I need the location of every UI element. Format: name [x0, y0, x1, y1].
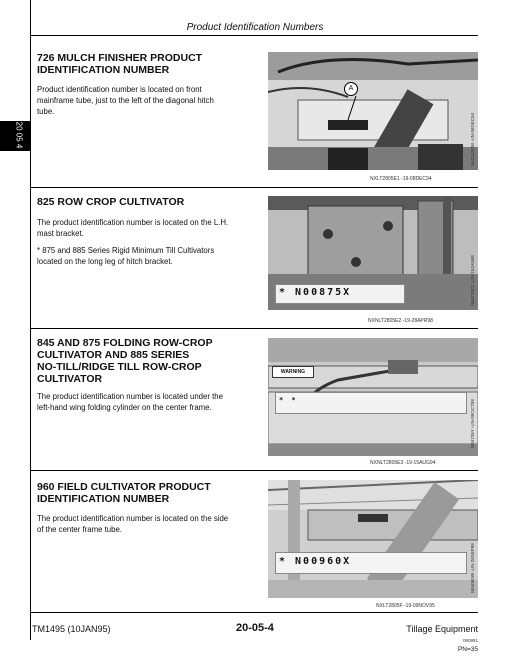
section-1-body: [37, 84, 262, 117]
section-3-title-line3: NO-TILL/RIDGE TILL ROW-CROP: [37, 361, 202, 373]
section-4-title-line1: 960 FIELD CULTIVATOR PRODUCT: [37, 481, 211, 493]
section-2-note-line2: located on the long leg of hitch bracket.: [37, 257, 173, 266]
callout-a: A: [344, 82, 358, 96]
section-4-title: [37, 481, 211, 505]
section-tab: [0, 121, 30, 151]
section-1-rule: [30, 187, 478, 188]
section-4-figure-ref: NXLT2805F -19-09NOV95: [376, 603, 435, 609]
footer-section-name: Tillage Equipment: [406, 624, 478, 634]
section-1-photo: [268, 52, 478, 170]
section-1-figure-ref: NXLT2805E1 -19-08DEC94: [370, 176, 432, 182]
footer-pn: PN=35: [457, 646, 478, 653]
section-1-title: [37, 52, 202, 76]
section-2-note-line1: * 875 and 885 Series Rigid Minimum Till Cultivators: [37, 246, 215, 255]
section-3-body: [37, 391, 262, 413]
section-4-body-line2: of the center frame tube.: [37, 525, 122, 534]
section-3-rule: [30, 470, 478, 471]
section-4-decal: * N00960X: [279, 556, 352, 567]
section-1-title-line1: 726 MULCH FINISHER PRODUCT: [37, 52, 203, 64]
warning-decal: WARNING: [272, 366, 314, 378]
section-3-decal-plate: [275, 392, 467, 414]
section-1-side-ref: N42143UM -UN-06DEC94: [470, 112, 475, 166]
section-3-body-line1: The product identification number is located under the: [37, 392, 223, 401]
section-1-body-line3: tube.: [37, 107, 55, 116]
section-2-figure-ref: NXNLT2805E2 -19-28APR98: [368, 318, 433, 324]
section-3-body-line2: left-hand wing folding cylinder on the center frame.: [37, 403, 212, 412]
section-tab-label: 20 05 4: [14, 121, 24, 149]
footer-page-number: 20-05-4: [236, 622, 274, 634]
section-3-side-ref: N84726Y -UN-08OCT88: [470, 399, 475, 448]
section-3-figure-ref: NXNLT2805E3 -19-15AUG94: [370, 460, 436, 466]
section-1-title-line2: IDENTIFICATION NUMBER: [37, 64, 170, 76]
section-4-body-line1: The product identification number is located on the side: [37, 514, 229, 523]
page-header: Product Identification Numbers: [186, 22, 324, 33]
section-1-body-line2: mainframe tube, just to the left of the diagonal hitch: [37, 96, 214, 105]
section-2-title: 825 ROW CROP CULTIVATOR: [37, 196, 185, 208]
footer-manual-id: TM1495 (10JAN95): [32, 624, 111, 634]
section-1-body-line1: Product identification number is located on front: [37, 85, 202, 94]
section-2-body: [37, 217, 262, 267]
header-rule: [30, 35, 478, 36]
section-3-title-line1: 845 AND 875 FOLDING ROW-CROP: [37, 337, 213, 349]
section-2-body-line2: mast bracket.: [37, 229, 84, 238]
left-margin-line: [30, 0, 31, 640]
section-3-title: [37, 337, 213, 385]
section-4-body: [37, 513, 262, 535]
section-4-side-ref: N84065W -UN-26SEP88: [470, 543, 475, 593]
section-2-body-line1: The product identification number is located on the L.H.: [37, 218, 229, 227]
section-3-decal: * *: [279, 396, 298, 404]
section-4-title-line2: IDENTIFICATION NUMBER: [37, 493, 170, 505]
section-4-rule: [30, 612, 478, 613]
section-3-title-line2: CULTIVATOR AND 885 SERIES: [37, 349, 190, 361]
section-2-rule: [30, 328, 478, 329]
section-2-decal: * N00875X: [279, 287, 352, 298]
section-2-side-ref: N84770C2 -UN-15JAN98: [470, 255, 475, 306]
footer-code: 060951: [462, 638, 478, 643]
section-4-photo: [268, 480, 478, 598]
section-3-title-line4: CULTIVATOR: [37, 373, 103, 385]
